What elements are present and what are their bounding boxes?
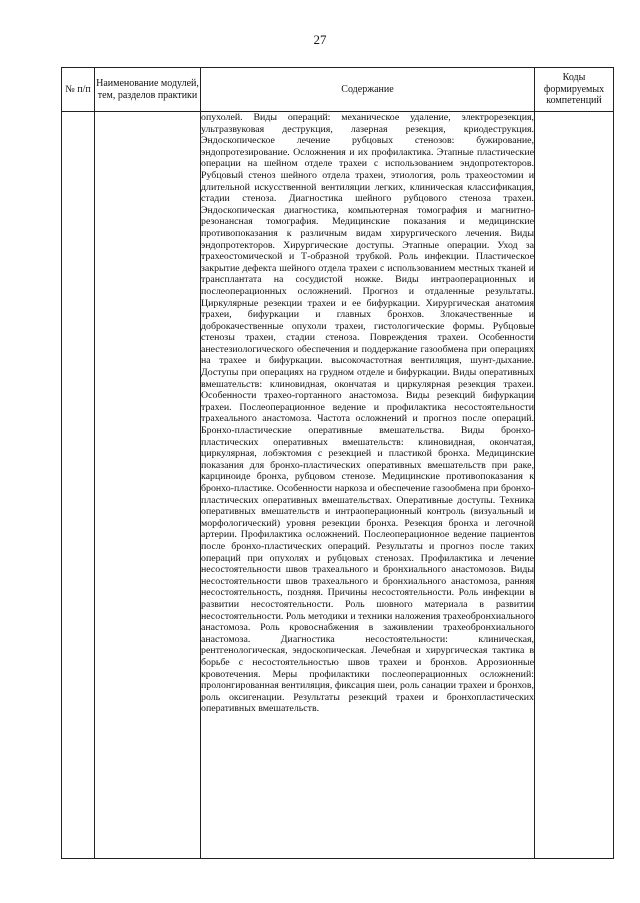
header-number: № п/п — [62, 68, 95, 112]
table-row — [62, 112, 614, 859]
table-header-row — [62, 68, 614, 112]
header-content: Содержание — [201, 68, 535, 112]
page-number: 27 — [313, 32, 327, 47]
cell-module-name — [95, 112, 201, 859]
cell-number — [62, 112, 95, 859]
header-competency-codes: Коды формируемых компетенций — [535, 68, 614, 112]
header-module-name: Наименование модулей, тем, разделов практики — [95, 68, 201, 112]
content-text: опухолей. Виды операций: механическое удаление, электрорезекция, ультразвуковая деструкция, лазерная резекция, криодеструкция. Эндоскопическое лечение рубцовых стенозов: бужирование, эндопротезирование. Осложнения и их профилактика. Этапные пластические операции на шейном отделе трахеи с использованием эндопротекторов. Рубцовый стеноз шейного отдела трахеи, этиология, роль трахеостомии и длительной искусственной вентиляции легких, клиническая классификация, стадии стеноза. Диагностика шейного рубцового стеноза трахеи. Эндоскопическая диагностика, компьютерная томография и магнитно-резонансная томография. Медицинские показания и медицинские противопоказания к различным видам хирургического лечения. Виды эндопротекторов. Хирургические доступы. Этапные операции. Уход за трахеостомической и Т-образной трубкой. Роль инфекции. Пластическое закрытие дефекта шейного отдела трахеи с использованием местных тканей и трансплантата на сосудистой ножке. Виды интраоперационных и послеоперационных осложнений. Прогноз и отдаленные результаты. Циркулярные резекции трахеи и ее бифуркации. Хирургическая анатомия трахеи, бифуркации и главных бронхов. Злокачественные и доброкачественные опухоли трахеи, гистологические формы. Рубцовые стенозы трахеи, стадии стеноза. Повреждения трахеи. Особенности анестезиологического обеспечения и поддержание газообмена при операциях на трахее и бифуркации. высокочастотная вентиляция, шунт-дыхание. Доступы при операциях на грудном отделе и бифуркации. Виды оперативных вмешательств: клиновидная, окончатая и циркулярная резекция трахеи. Особенности трахео-гортанного анастомоза. Виды резекций бифуркации трахеи. Послеоперационное ведение и профилактика несостоятельности трахеального анастомоза. Частота осложнений и прогноз после операций. Бронхо-пластические оперативные вмешательства. Виды бронхо-пластических оперативных вмешательств: клиновидная, окончатая, циркулярная, лобэктомия с резекцией и пластикой бронха. Медицинские показания для бронхо-пластических оперативных вмешательств при раке, карциноиде бронха, рубцовом стенозе. Медицинские противопоказания к бронхо-пластике. Особенности наркоза и обеспечение газообмена при бронхо-пластических оперативных вмешательствах. Оперативные доступы. Техника оперативных вмешательств и интраоперационный контроль (визуальный и морфологический) уровня резекции бронха. Резекция бронха и легочной артерии. Профилактика осложнений. Послеоперационное ведение пациентов после бронхо-пластических операций. Результаты и прогноз после таких операций при опухолях и рубцовых стенозах. Профилактика и лечение несостоятельности швов трахеального и бронхиального анастомозов. Виды несостоятельности швов трахеального и бронхиального анастомоза, ранняя несостоятельность, поздняя. Причины несостоятельности. Роль инфекции в развитии несостоятельности. Роль шовного материала в развитии несостоятельности. Роль методики и техники наложения трахеобронхиального анастомоза. Роль кровоснабжения в заживлении трахеобронхиального анастомоза. Диагностика несостоятельности: клиническая, рентгенологическая, эндоскопическая. Лечебная и хирургическая тактика в борьбе с несостоятельностью швов трахеи и бронхов. Аррозионные кровотечения. Меры профилактики послеоперационных осложнений: пролонгированная вентиляция, фиксация шеи, роль санации трахеи и бронхов, роль оксигенации. Результаты резекций трахеи и бронхопластических оперативных вмешательств. — [201, 112, 534, 715]
cell-content — [201, 112, 535, 859]
curriculum-table — [61, 67, 614, 859]
cell-competency-codes — [535, 112, 614, 859]
